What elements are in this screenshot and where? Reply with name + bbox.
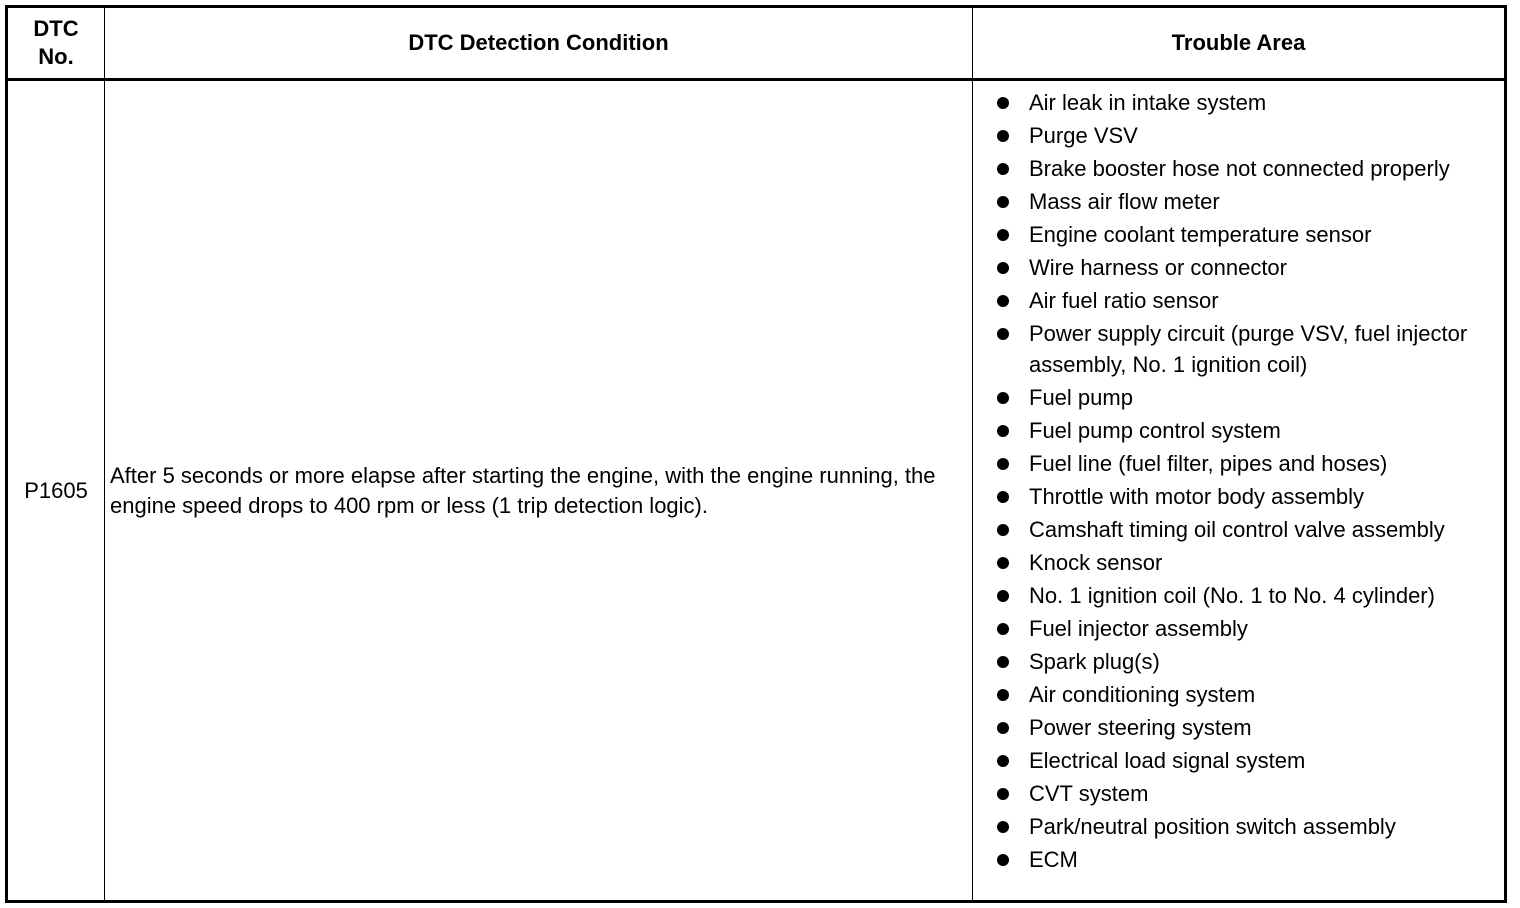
trouble-area-item-text: Air leak in intake system — [1029, 90, 1267, 115]
bullet-icon — [997, 854, 1009, 866]
trouble-area-item — [973, 187, 1504, 218]
bullet-icon — [997, 163, 1009, 175]
bullet-icon — [997, 392, 1009, 404]
bullet-icon — [997, 722, 1009, 734]
trouble-area-item-text: Park/neutral position switch assembly — [1029, 813, 1396, 839]
bullet-icon — [997, 689, 1009, 701]
dtc-code: P1605 — [24, 477, 88, 503]
trouble-area-item — [973, 88, 1504, 119]
trouble-area-item-text: Air conditioning system — [1029, 681, 1256, 707]
trouble-area-item-text: Spark plug(s) — [1029, 648, 1160, 674]
bullet-icon — [997, 755, 1009, 767]
trouble-area-item — [973, 812, 1504, 843]
trouble-area-item — [973, 647, 1504, 678]
bullet-icon — [997, 524, 1009, 536]
trouble-area-item — [973, 845, 1504, 876]
bullet-icon — [997, 229, 1009, 241]
detection-condition-text: After 5 seconds or more elapse after starting the engine, with the engine running, the engine speed drops to 400 rpm or less (1 trip detection logic). — [110, 462, 936, 518]
trouble-area-item — [973, 614, 1504, 645]
trouble-area-item-text: Wire harness or connector — [1029, 255, 1287, 280]
header-dtc-no — [8, 8, 104, 78]
trouble-area-item-text: Mass air flow meter — [1029, 189, 1220, 214]
bullet-icon — [997, 328, 1009, 340]
trouble-area-item — [973, 416, 1504, 447]
header-detection-condition: DTC Detection Condition — [408, 30, 669, 55]
header-trouble-area: Trouble Area — [1171, 30, 1306, 55]
bullet-icon — [997, 130, 1009, 142]
dtc-table — [5, 5, 1507, 903]
bullet-icon — [997, 623, 1009, 635]
trouble-area-item — [973, 286, 1504, 317]
bullet-icon — [997, 821, 1009, 833]
trouble-area-item — [973, 482, 1504, 513]
trouble-area-item — [973, 581, 1504, 612]
trouble-area-item-text: Air fuel ratio sensor — [1029, 288, 1219, 313]
trouble-area-item-text: Purge VSV — [1029, 123, 1138, 148]
trouble-area-item-text: Brake booster hose not connected properly — [1029, 156, 1450, 181]
trouble-area-item — [973, 154, 1504, 185]
trouble-area-item-text: Knock sensor — [1029, 549, 1163, 575]
trouble-area-item-text: Throttle with motor body assembly — [1029, 483, 1365, 509]
trouble-area-item — [973, 713, 1504, 744]
bullet-icon — [997, 425, 1009, 437]
bullet-icon — [997, 262, 1009, 274]
trouble-area-item-text: Engine coolant temperature sensor — [1029, 222, 1372, 247]
header-dtc-line2: No. — [38, 44, 74, 69]
detection-condition-cell — [105, 81, 972, 900]
trouble-area-item-text: Fuel injector assembly — [1029, 615, 1248, 641]
bullet-icon — [997, 196, 1009, 208]
bullet-icon — [997, 97, 1009, 109]
bullet-icon — [997, 491, 1009, 503]
trouble-area-item — [973, 253, 1504, 284]
trouble-area-item — [973, 548, 1504, 579]
trouble-area-list — [973, 88, 1504, 875]
trouble-area-item-text: Fuel pump — [1029, 384, 1133, 410]
trouble-area-item — [973, 779, 1504, 810]
bullet-icon — [997, 295, 1009, 307]
bullet-icon — [997, 656, 1009, 668]
trouble-area-item — [973, 515, 1504, 546]
header-dtc-line1: DTC — [33, 16, 79, 41]
trouble-area-item-text: Power steering system — [1029, 714, 1252, 740]
trouble-area-item — [973, 680, 1504, 711]
bullet-icon — [997, 590, 1009, 602]
trouble-area-item — [973, 449, 1504, 480]
trouble-area-item — [973, 746, 1504, 777]
trouble-area-item — [973, 220, 1504, 251]
trouble-area-item-text: Fuel pump control system — [1029, 417, 1281, 443]
trouble-area-item-text: CVT system — [1029, 780, 1149, 806]
trouble-area-cell — [973, 88, 1504, 878]
trouble-area-item-text: Fuel line (fuel filter, pipes and hoses) — [1029, 450, 1388, 476]
trouble-area-item — [973, 383, 1504, 414]
trouble-area-item — [973, 121, 1504, 152]
trouble-area-item-text: Electrical load signal system — [1029, 747, 1306, 773]
bullet-icon — [997, 458, 1009, 470]
trouble-area-item-text: ECM — [1029, 846, 1078, 872]
trouble-area-item-text: Power supply circuit (purge VSV, fuel injector assembly, No. 1 ignition coil) — [1029, 321, 1468, 377]
dtc-code-cell — [8, 81, 104, 900]
trouble-area-item-text: No. 1 ignition coil (No. 1 to No. 4 cylinder) — [1029, 582, 1435, 608]
trouble-area-item — [973, 319, 1504, 380]
bullet-icon — [997, 557, 1009, 569]
trouble-area-item-text: Camshaft timing oil control valve assembly — [1029, 516, 1445, 542]
bullet-icon — [997, 788, 1009, 800]
